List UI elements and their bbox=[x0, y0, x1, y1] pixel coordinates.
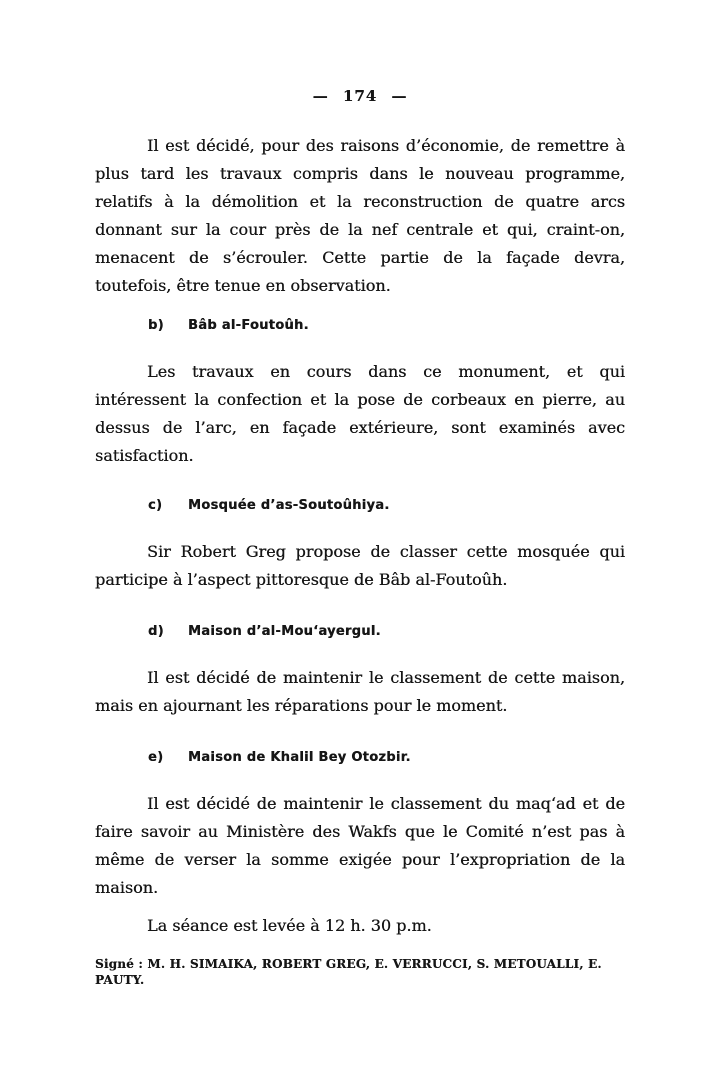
section-title: Maison de Khalil Bey Otozbir. bbox=[188, 750, 411, 765]
closing-line: La séance est levée à 12 h. 30 p.m. bbox=[147, 916, 432, 935]
section-title: Maison d’al-Mou‘ayergul. bbox=[188, 624, 381, 639]
section-paragraph-bab-al-foutouh: Les travaux en cours dans ce monument, et qui intéressent la confection et la pose de corbeaux en pierre, au dessus de l’arc, en façade extérieure, sont examinés avec satisfaction. bbox=[95, 362, 625, 465]
section-paragraph-maison-khalil-bey-otozbir: Il est décidé de maintenir le classement du maq‘ad et de faire savoir au Ministère des Wakfs que le Comité n’est pas à même de verser la somme exigée pour l’expropriation de la maison. bbox=[95, 794, 625, 897]
section-heading-maison-al-mouayergul bbox=[148, 624, 625, 640]
section-label: e) bbox=[148, 750, 164, 765]
signature-line: Signé : M. H. SIMAIKA, ROBERT GREG, E. VERRUCCI, S. METOUALLI, E. PAUTY. bbox=[95, 957, 602, 987]
section-label: c) bbox=[148, 498, 163, 513]
page-number: — 174 — bbox=[312, 87, 408, 105]
section-paragraph-maison-al-mouayergul: Il est décidé de maintenir le classement de cette maison, mais en ajournant les réparations pour le moment. bbox=[95, 668, 625, 715]
section-heading-bab-al-foutouh bbox=[148, 318, 625, 334]
intro-paragraph: Il est décidé, pour des raisons d’économie, de remettre à plus tard les travaux compris dans le nouveau programme, relatifs à la démolition et la reconstruction de quatre arcs donnant sur la cour près de la nef centrale et qui, craint-on, menacent de s’écrouler. Cette partie de la façade devra, toutefois, être tenue en observation. bbox=[95, 136, 625, 295]
section-title: Mosquée d’as-Soutoûhiya. bbox=[188, 498, 390, 513]
section-label: d) bbox=[148, 624, 164, 639]
section-label: b) bbox=[148, 318, 164, 333]
section-heading-mosquee-as-soutouhiya bbox=[148, 498, 625, 514]
section-paragraph-mosquee-as-soutouhiya: Sir Robert Greg propose de classer cette mosquée qui participe à l’aspect pittoresque de Bâb al-Foutoûh. bbox=[95, 542, 625, 589]
section-heading-maison-khalil-bey-otozbir bbox=[148, 750, 625, 766]
section-title: Bâb al-Foutoûh. bbox=[188, 318, 309, 333]
